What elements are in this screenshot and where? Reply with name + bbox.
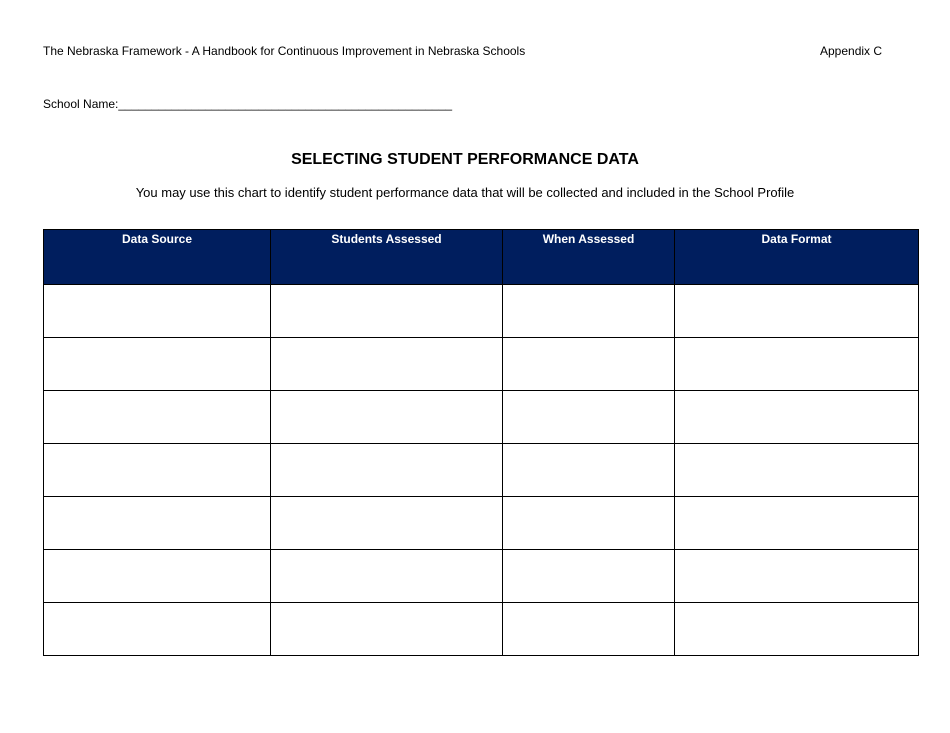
table-cell[interactable] bbox=[503, 285, 675, 338]
table-cell[interactable] bbox=[675, 550, 919, 603]
column-header-students-assessed: Students Assessed bbox=[271, 230, 503, 285]
column-header-data-source: Data Source bbox=[44, 230, 271, 285]
table-cell[interactable] bbox=[44, 444, 271, 497]
school-name-blank: __________________________________________________ bbox=[118, 97, 453, 111]
table-cell[interactable] bbox=[675, 338, 919, 391]
column-header-data-format: Data Format bbox=[675, 230, 919, 285]
header-handbook-title: The Nebraska Framework - A Handbook for Continuous Improvement in Nebraska Schools bbox=[43, 44, 526, 58]
table-row bbox=[44, 285, 919, 338]
table-cell[interactable] bbox=[271, 497, 503, 550]
table-cell[interactable] bbox=[271, 444, 503, 497]
table-row bbox=[44, 444, 919, 497]
table-row bbox=[44, 603, 919, 656]
table-cell[interactable] bbox=[675, 285, 919, 338]
school-name-label: School Name: bbox=[43, 97, 119, 111]
table-cell[interactable] bbox=[271, 603, 503, 656]
table-cell[interactable] bbox=[675, 603, 919, 656]
table-row bbox=[44, 338, 919, 391]
table-body bbox=[44, 285, 919, 656]
table-cell[interactable] bbox=[503, 338, 675, 391]
table-cell[interactable] bbox=[271, 285, 503, 338]
table-cell[interactable] bbox=[44, 285, 271, 338]
table-cell[interactable] bbox=[271, 550, 503, 603]
performance-data-table bbox=[43, 229, 919, 656]
table-cell[interactable] bbox=[503, 550, 675, 603]
column-header-when-assessed: When Assessed bbox=[503, 230, 675, 285]
table-cell[interactable] bbox=[675, 497, 919, 550]
table-cell[interactable] bbox=[44, 391, 271, 444]
table-cell[interactable] bbox=[44, 338, 271, 391]
table-row bbox=[44, 391, 919, 444]
table-cell[interactable] bbox=[503, 444, 675, 497]
table-cell[interactable] bbox=[271, 338, 503, 391]
table-cell[interactable] bbox=[44, 550, 271, 603]
table-cell[interactable] bbox=[675, 444, 919, 497]
school-name-line bbox=[43, 97, 452, 111]
table-cell[interactable] bbox=[675, 391, 919, 444]
table-cell[interactable] bbox=[271, 391, 503, 444]
table-cell[interactable] bbox=[503, 603, 675, 656]
document-title: SELECTING STUDENT PERFORMANCE DATA bbox=[291, 151, 639, 168]
table-row bbox=[44, 497, 919, 550]
table-cell[interactable] bbox=[44, 603, 271, 656]
table-cell[interactable] bbox=[44, 497, 271, 550]
table-cell[interactable] bbox=[503, 497, 675, 550]
header-appendix-label: Appendix C bbox=[820, 44, 883, 58]
document-subtitle: You may use this chart to identify student performance data that will be collected and included in the School Profile bbox=[135, 185, 795, 200]
table-row bbox=[44, 550, 919, 603]
table-header-row bbox=[44, 230, 919, 285]
table-cell[interactable] bbox=[503, 391, 675, 444]
